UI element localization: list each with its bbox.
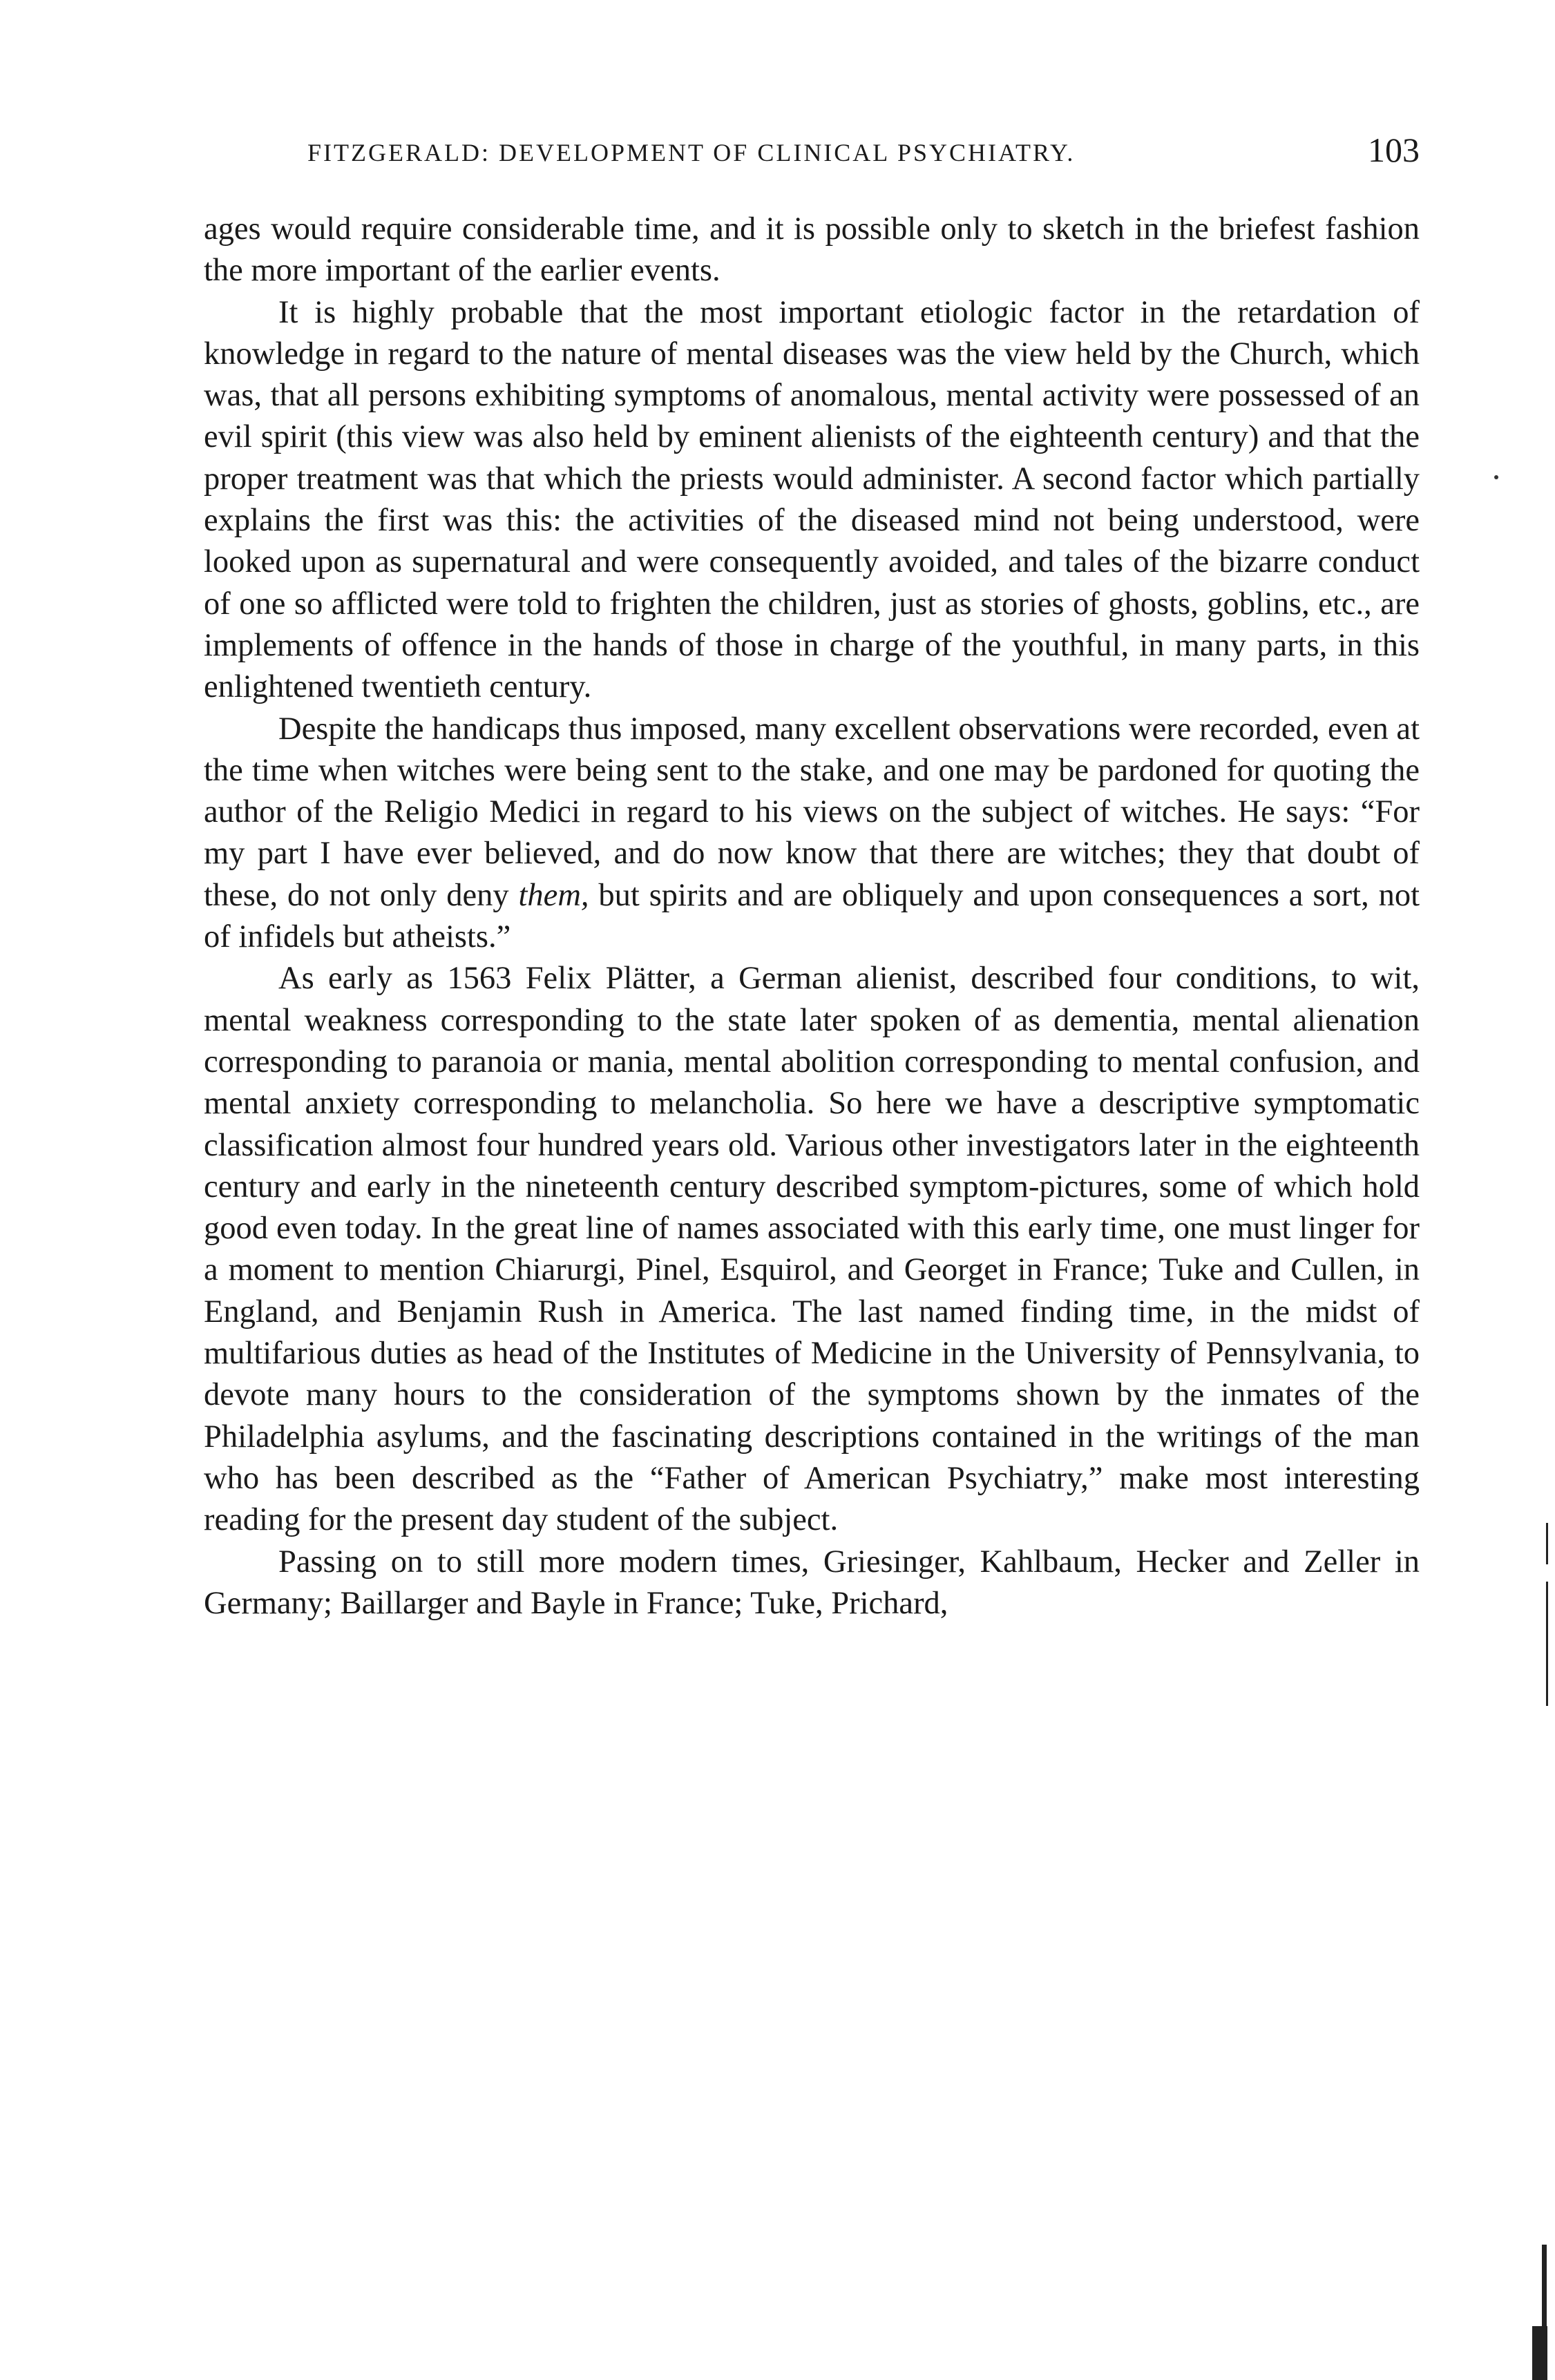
scan-edge-mark: [1546, 1582, 1548, 1706]
running-head: [204, 130, 1420, 178]
scan-edge-mark: [1542, 2245, 1547, 2328]
paragraph-text: Despite the handicaps thus imposed, many excellent observations were recorded, even at the time when witches were being sent to the stake, and one may be pardoned for quoting the author of the Religio Medici in regard to his views on the subject of witches. He says: “For my part I have ever believed, and do now know that there are witches; they that doubt of these, do not only deny: [204, 711, 1420, 913]
paragraph-text: ages would require considerable time, and it is possible only to sketch in the briefest fashion the more important of the earlier events.: [204, 211, 1420, 289]
paragraph-text: Passing on to still more modern times, Griesinger, Kahlbaum, Hecker and Zeller in Germany; Baillarger and Bayle in France; Tuke, Prichard,: [204, 1544, 1420, 1621]
paragraph-etiologic-factor: [204, 292, 1420, 709]
paragraph-modern-times: [204, 1542, 1420, 1625]
scan-edge-mark: [1546, 1523, 1548, 1564]
paragraph-platter-classification: [204, 958, 1420, 1541]
paragraph-text: As early as 1563 Felix Plätter, a German alienist, described four conditions, to wit, mental weakness corresponding to the state later spoken of as dementia, mental alienation corresponding to paranoia or mania, mental abolition corresponding to mental confusion, and mental anxiety corresponding to melancholia. So here we have a descriptive symptomatic classification almost four hundred years old. Various other investigators later in the eighteenth century and early in the nineteenth century described symptom-pictures, some of which hold good even today. In the great line of names associated with this early time, one must linger for a moment to mention Chiarurgi, Pinel, Esquirol, and Georget in France; Tuke and Cullen, in England, and Benjamin Rush in America. The last named finding time, in the midst of multifarious duties as head of the Institutes of Medicine in the University of Pennsylvania, to devote many hours to the consideration of the symptoms shown by the inmates of the Philadelphia asylums, and the fascinating descriptions contained in the writings of the man who has been described as the “Father of American Psychiatry,” make most interesting reading for the present day student of the subject.: [204, 961, 1420, 1538]
paragraph-witches-quote: [204, 709, 1420, 959]
running-title: FITZGERALD: DEVELOPMENT OF CLINICAL PSYCHIATRY.: [307, 139, 1076, 166]
page-number: 103: [1368, 131, 1420, 169]
paragraph-text-continued: but spirits and are obliquely and upon consequences a sort, not of infidels but atheists.”: [204, 877, 1420, 955]
scan-edge-mark: [1532, 2326, 1547, 2380]
paragraph-continued: [204, 209, 1420, 292]
paragraph-text: It is highly probable that the most important etiologic factor in the retardation of knowledge in regard to the nature of mental diseases was the view held by the Church, which was, that all persons exhibiting symptoms of anomalous, mental activity were possessed of an evil spirit (this view was also held by eminent alienists of the eighteenth century) and that the proper treatment was that which the priests would administer. A second factor which partially explains the first was this: the activities of the diseased mind not being understood, were looked upon as supernatural and were consequently avoided, and tales of the bizarre conduct of one so afflicted were told to frighten the children, just as stories of ghosts, goblins, etc., are implements of offence in the hands of those in charge of the youthful, in many parts, in this enlightened twentieth century.: [204, 294, 1420, 705]
emphasis-text: them,: [518, 877, 589, 913]
print-speck: [1494, 475, 1498, 479]
body-text: [204, 209, 1420, 1624]
